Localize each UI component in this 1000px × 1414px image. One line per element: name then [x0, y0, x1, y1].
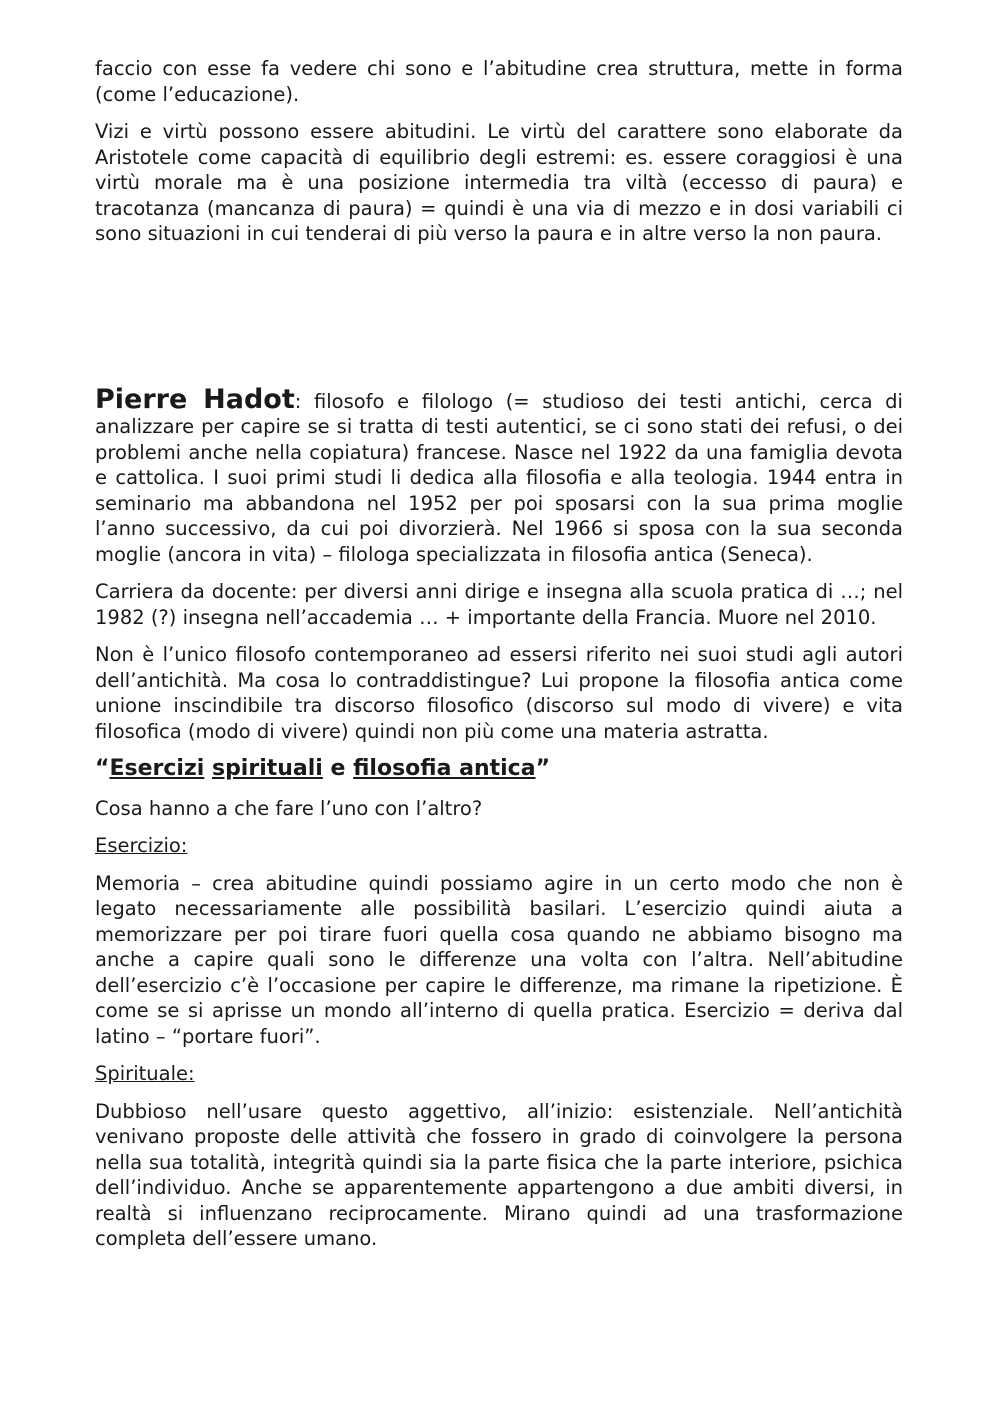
- heading-word-filosofia-antica: filosofia antica: [353, 756, 536, 781]
- heading-word-spirituali: spirituali: [211, 756, 323, 781]
- heading-word-esercizi: Esercizi: [109, 756, 205, 781]
- heading-close-quote: ”: [535, 756, 551, 781]
- subheading-esercizio: Esercizio:: [95, 834, 188, 857]
- paragraph-spirituale: Dubbioso nell’usare questo aggettivo, all’inizio: esistenziale. Nell’antichità venivano proposte delle attività che fossero in grado di coinvolgere la persona nella sua totalità, integrità quindi sia la parte fisica che la parte interiore, psichica dell’individuo. Anche se apparentemente appartengono a due ambiti diversi, in realtà si influenzano reciprocamente. Mirano quindi ad una trasformazione completa dell’essere umano.: [95, 1099, 903, 1250]
- section-heading: [95, 756, 903, 782]
- paragraph-hadot-intro: [95, 383, 903, 568]
- heading-word-e: e: [330, 756, 346, 781]
- paragraph-esercizio: Memoria – crea abitudine quindi possiamo agire in un certo modo che non è legato necessariamente alle possibilità basilari. L’esercizio quindi aiuta a memorizzare per poi tirare fuori quella cosa quando ne abbiamo bisogno ma anche a capire quali sono le differenze una volta con l’altra. Nell’abitudine dell’esercizio c’è l’occasione per capire le differenze, ma rimane la ripetizione. È come se si aprisse un mondo all’interno di quella pratica. Esercizio = deriva dal latino – “portare fuori”.: [95, 871, 903, 1048]
- paragraph-hadot-career: Carriera da docente: per diversi anni dirige e insegna alla scuola pratica di …; nel 1982 (?) insegna nell’accademia … + importante della Francia. Muore nel 2010.: [95, 580, 903, 629]
- paragraph-question: Cosa hanno a che fare l’uno con l’altro?: [95, 796, 483, 820]
- hadot-intro-text: : filosofo e filologo (= studioso dei testi antichi, cerca di analizzare per capire se si tratta di testi autentici, se ci sono stati dei refusi, o dei problemi anche nella copiatura) francese. Nasce nel 1922 da una famiglia devota e cattolica. I suoi primi studi li dedica alla filosofia e alla teologia. 1944 entra in seminario ma abbandona nel 1952 per poi sposarsi con la sua prima moglie l’anno successivo, da cui poi divorzierà. Nel 1966 si sposa con la sua seconda moglie (ancora in vita) – filologa specializzata in filosofia antica (Seneca).: [95, 389, 903, 566]
- document-page: [95, 56, 903, 1264]
- paragraph-hadot-unique: Non è l’unico filosofo contemporaneo ad essersi riferito nei suoi studi agli autori dell’antichità. Ma cosa lo contraddistingue? Lui propone la filosofia antica come unione inscindibile tra discorso filosofico (discorso sul modo di vivere) e vita filosofica (modo di vivere) quindi non più come una materia astratta.: [95, 643, 903, 743]
- paragraph-abitudine: faccio con esse fa vedere chi sono e l’abitudine crea struttura, mette in forma (come l’educazione).: [95, 57, 903, 106]
- subheading-spirituale: Spirituale:: [95, 1062, 195, 1085]
- hadot-name: Pierre Hadot: [95, 383, 295, 415]
- heading-open-quote: “: [95, 756, 110, 781]
- paragraph-vizi-virtu: Vizi e virtù possono essere abitudini. Le virtù del carattere sono elaborate da Aristotele come capacità di equilibrio degli estremi: es. essere coraggiosi è una virtù morale ma è una posizione intermedia tra viltà (eccesso di paura) e tracotanza (mancanza di paura) = quindi è una via di mezzo e in dosi variabili ci sono situazioni in cui tenderai di più verso la paura e in altre verso la non paura.: [95, 120, 903, 245]
- spacer: [95, 259, 903, 387]
